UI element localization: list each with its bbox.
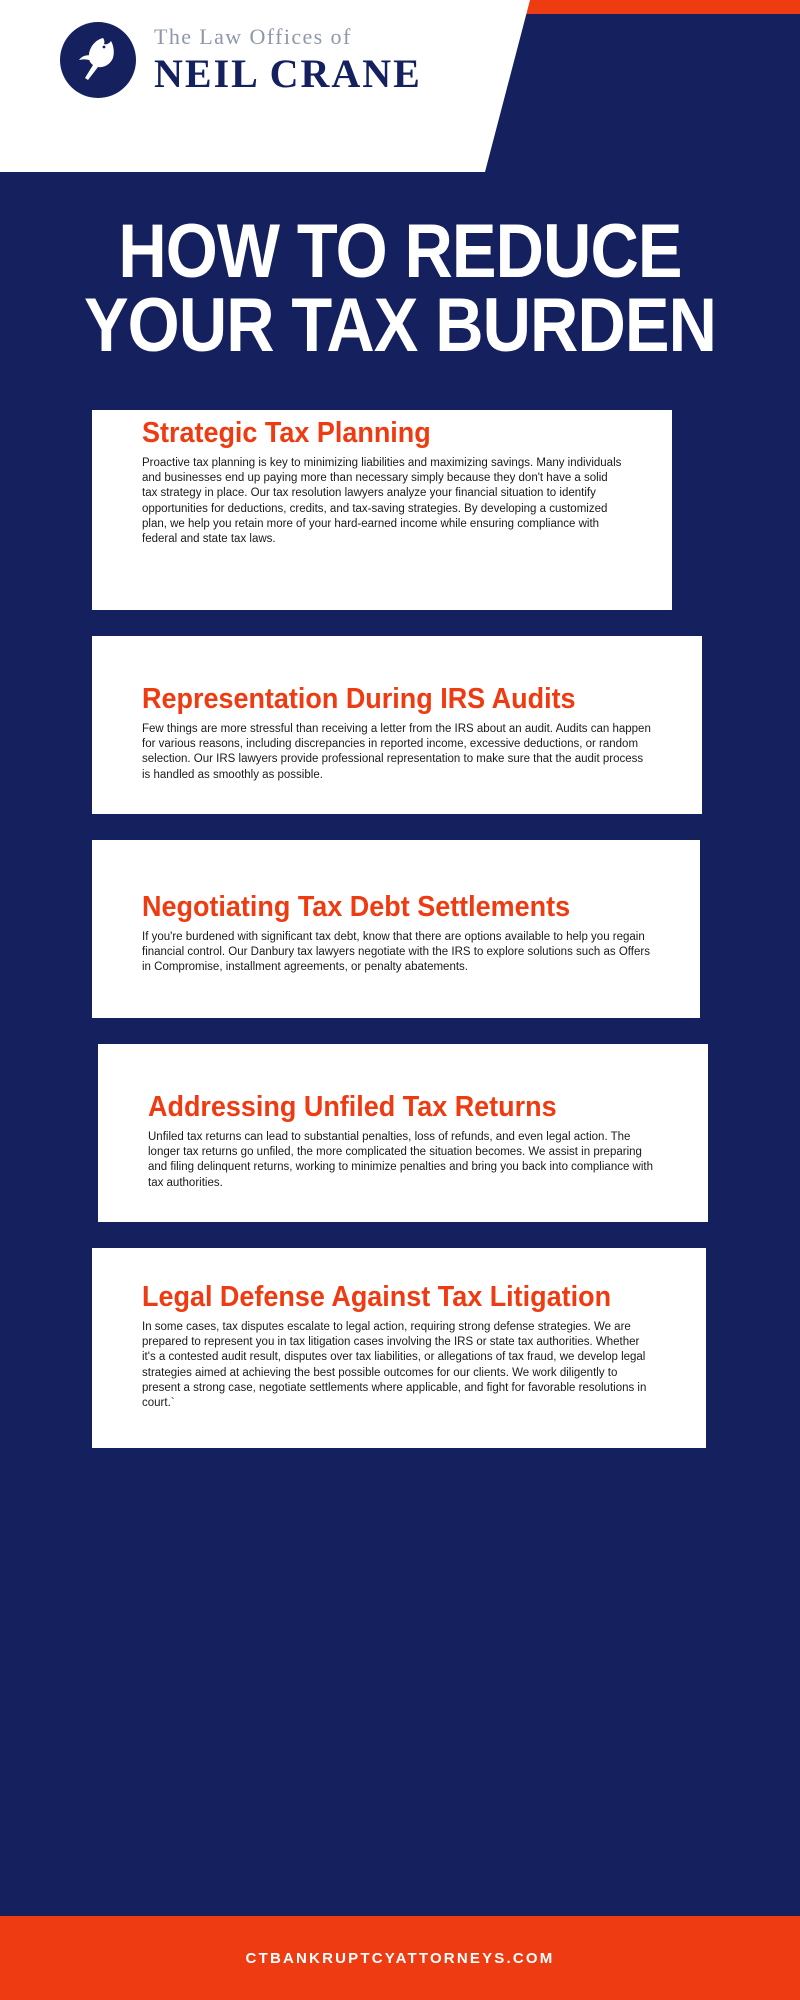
section-body: Unfiled tax returns can lead to substantial penalties, loss of refunds, and even legal action. The longer tax returns go unfiled, the more complicated the situation becomes. We assist in preparing and filing delinquent returns, working to minimize penalties and bring you back into compliance with tax authorities.	[148, 1130, 654, 1189]
section-card	[92, 636, 702, 814]
section-card	[92, 410, 672, 610]
section-heading: Negotiating Tax Debt Settlements	[142, 890, 571, 923]
section-heading: Representation During IRS Audits	[142, 682, 576, 715]
section-body: Proactive tax planning is key to minimizing liabilities and maximizing savings. Many individuals and businesses end up paying more than necessary simply because they don't have a solid tax strategy in place. Our tax resolution lawyers analyze your financial situation to identify opportunities for deductions, credits, and tax-saving strategies. By developing a customized plan, we help you retain more of your hard-earned income while ensuring compliance with federal and state tax laws.	[142, 456, 622, 546]
section-card	[92, 840, 700, 1018]
section-heading: Legal Defense Against Tax Litigation	[142, 1280, 612, 1313]
logo-text	[154, 26, 422, 94]
logo	[60, 22, 422, 98]
header	[0, 0, 800, 175]
section-heading: Addressing Unfiled Tax Returns	[148, 1090, 557, 1123]
page-title-line-1: HOW TO REDUCE	[118, 209, 682, 294]
section-card-content	[92, 636, 702, 783]
logo-line-2: NEIL CRANE	[154, 51, 422, 96]
section-body: In some cases, tax disputes escalate to legal action, requiring strong defense strategies. We are prepared to represent you in tax litigation cases involving the IRS or state tax authorities. Whether it's a contested audit result, disputes over tax liabilities, or allegations of tax fraud, we develop legal strategies aimed at achieving the best possible outcomes for our clients. We work diligently to present a strong case, negotiate settlements where applicable, and fight for favorable resolutions in court.`	[142, 1320, 647, 1410]
section-card	[98, 1044, 708, 1222]
section-card-content	[92, 1248, 706, 1412]
bird-in-circle-icon	[60, 22, 136, 98]
section-card-content	[98, 1044, 708, 1191]
page-title	[0, 209, 800, 369]
section-body: If you're burdened with significant tax debt, know that there are options available to help you regain financial control. Our Danbury tax lawyers negotiate with the IRS to explore solutions such as Offers in Compromise, installment agreements, or penalty abatements.	[142, 930, 650, 974]
section-card-content	[92, 410, 672, 548]
section-card-content	[92, 840, 700, 976]
page-title-line-2: YOUR TAX BURDEN	[83, 283, 717, 369]
footer	[0, 1916, 800, 2000]
section-card	[92, 1248, 706, 1448]
section-list	[0, 410, 800, 1448]
footer-website[interactable]: CTBANKRUPTCYATTORNEYS.COM	[245, 1949, 555, 1967]
section-heading: Strategic Tax Planning	[142, 416, 431, 449]
section-body: Few things are more stressful than receiving a letter from the IRS about an audit. Audits can happen for various reasons, including discrepancies in reported income, excessive deductions, or random selection. Our IRS lawyers provide professional representation to make sure that the audit process is handled as smoothly as possible.	[142, 722, 651, 781]
logo-line-1: The Law Offices of	[154, 24, 352, 49]
